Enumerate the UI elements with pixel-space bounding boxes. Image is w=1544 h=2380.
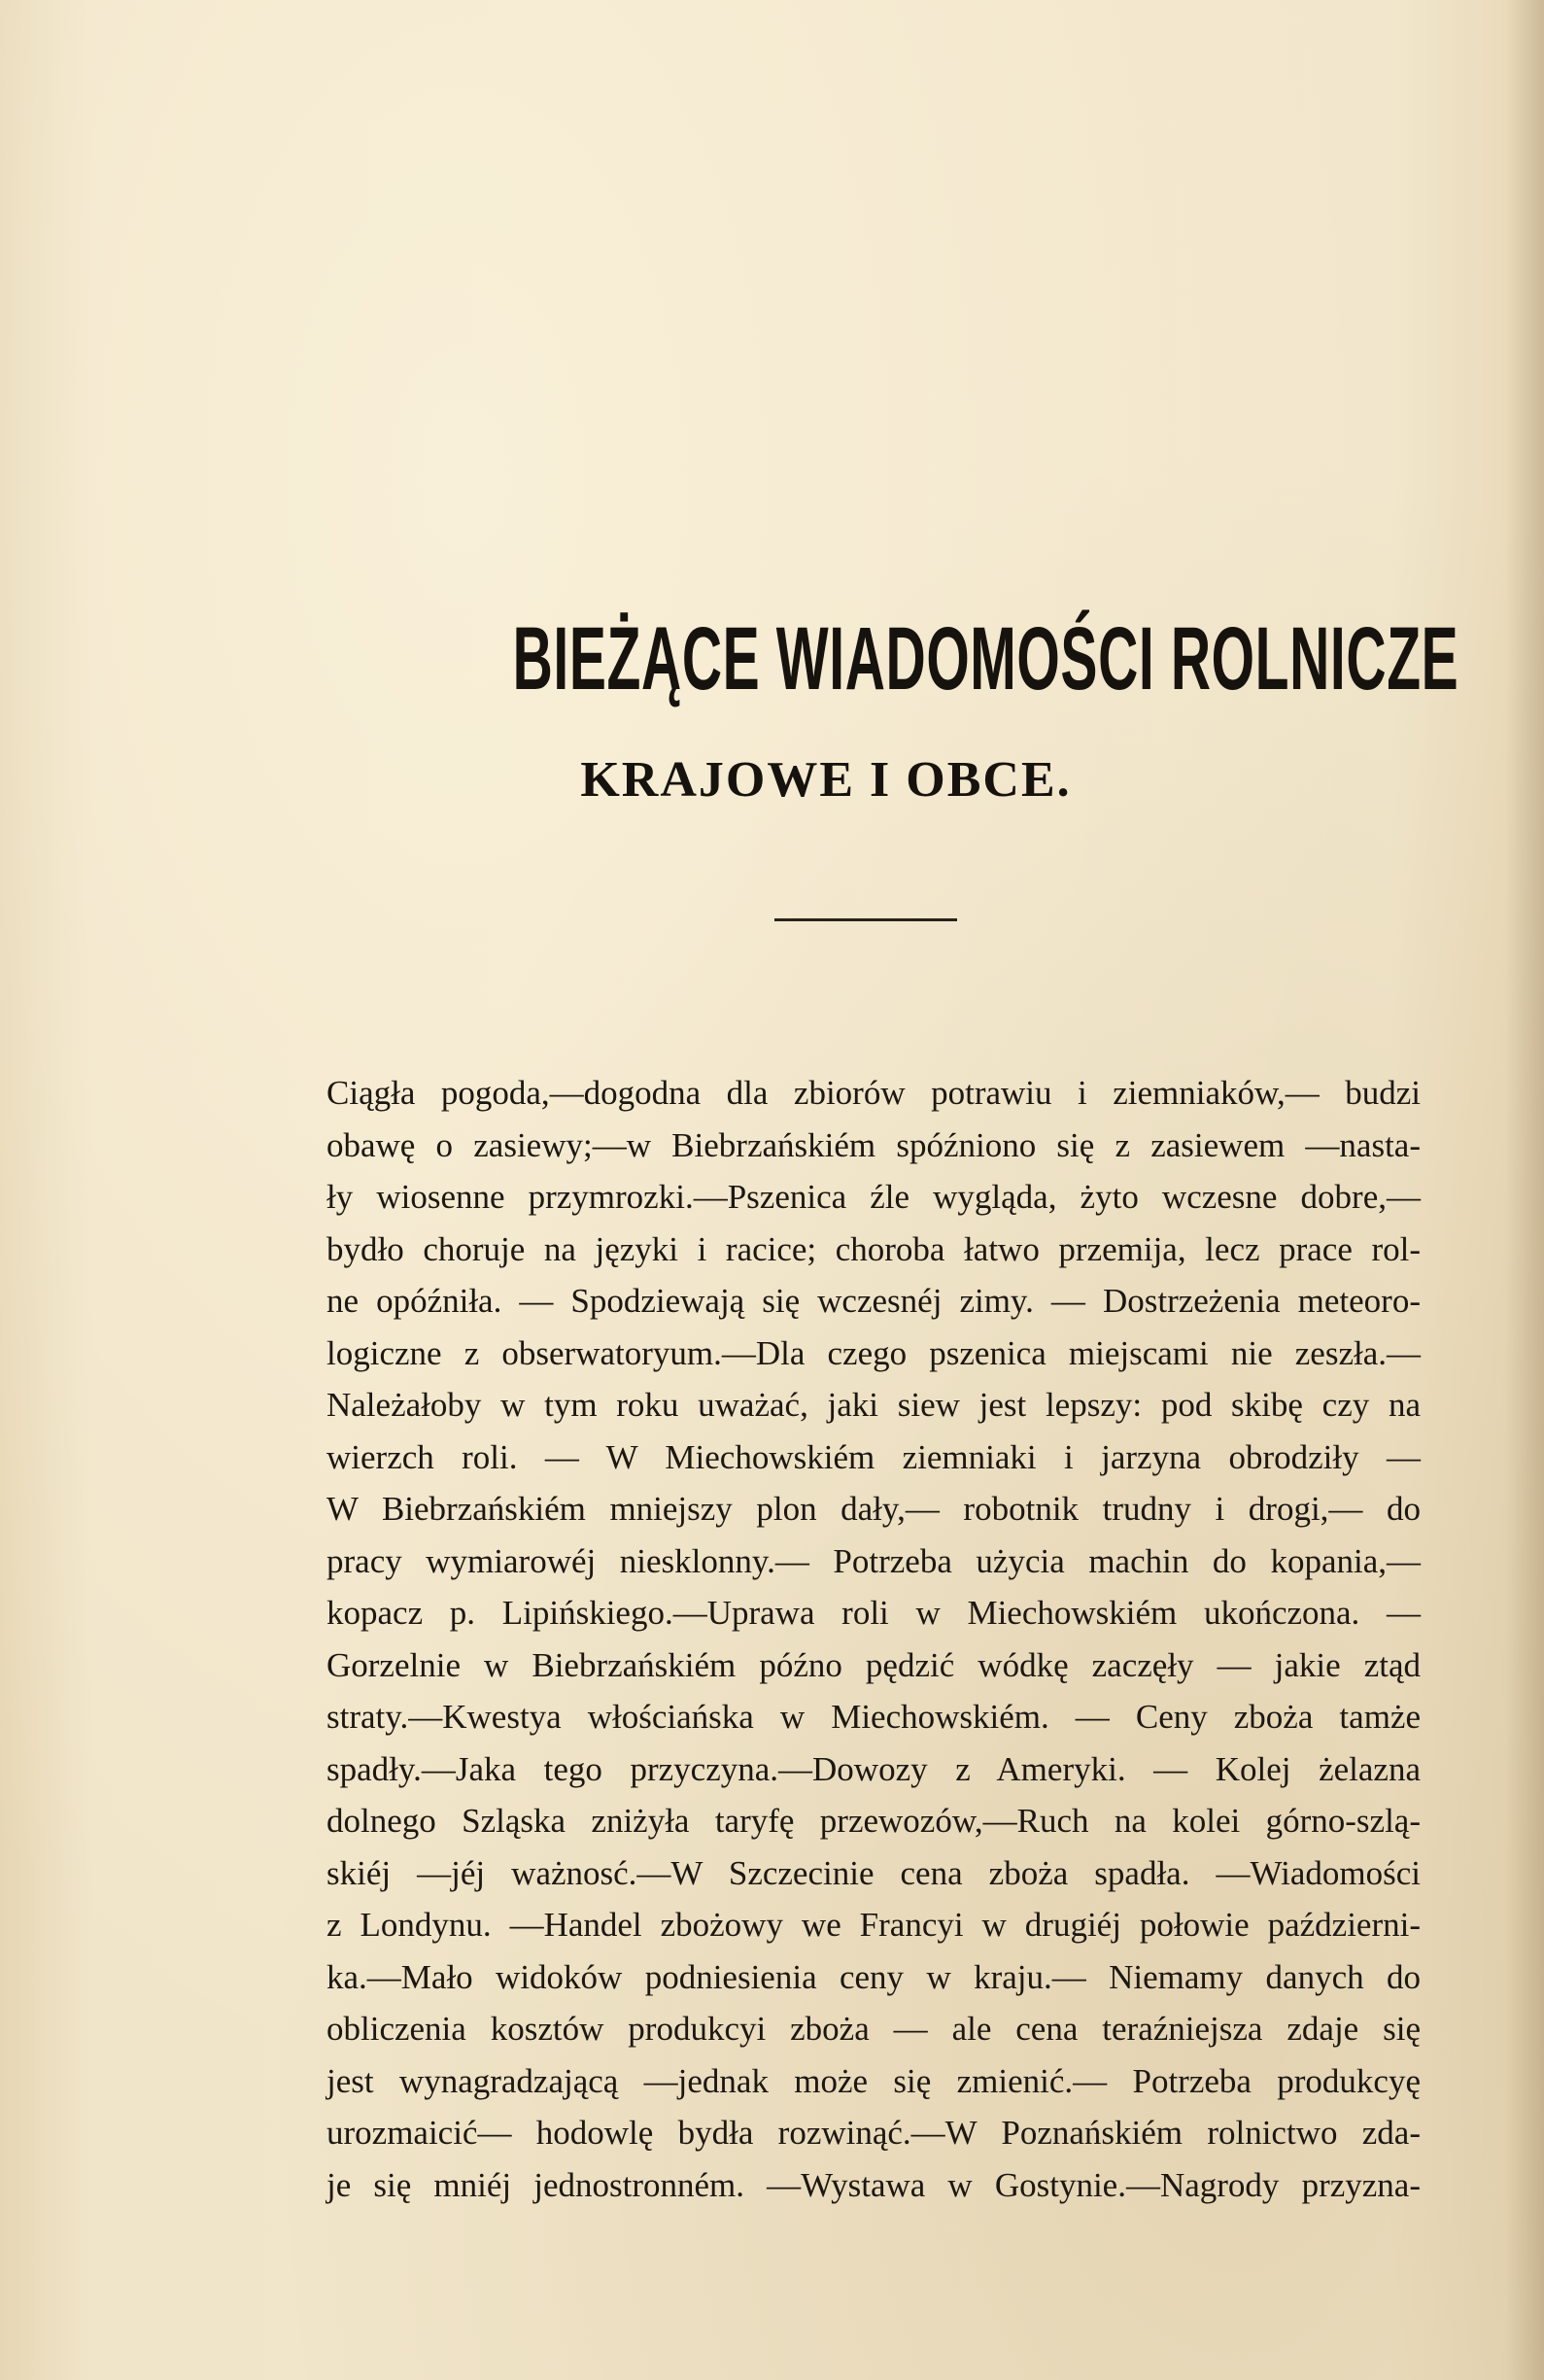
text-line: Ciągła pogoda,—dogodna dla zbiorów potrawiu i ziemniaków,— budzi	[326, 1074, 1421, 1112]
text-line: ne opóźniła. — Spodziewają się wczesnéj zimy. — Dostrzeżenia meteoro-	[326, 1282, 1421, 1320]
text-line: dolnego Szląska zniżyła taryfę przewozów,—Ruch na kolei górno-szlą-	[326, 1802, 1421, 1840]
text-line: ły wiosenne przymrozki.—Pszenica źle wygląda, żyto wczesne dobre,—	[326, 1178, 1421, 1216]
text-line: urozmaicić— hodowlę bydła rozwinąć.—W Poznańskiém rolnictwo zda-	[326, 2114, 1421, 2152]
summary-paragraph	[326, 1067, 1421, 2211]
text-line: ka.—Mało widoków podniesienia ceny w kraju.— Niemamy danych do	[326, 1957, 1421, 1996]
text-line: obawę o zasiewy;—w Biebrzańskiém spóźniono się z zasiewem —nasta-	[326, 1125, 1421, 1164]
text-line: jest wynagradzającą —jednak może się zmienić.— Potrzeba produkcyę	[326, 2061, 1421, 2100]
text-line: bydło choruje na języki i racice; choroba łatwo przemija, lecz prace rol-	[326, 1229, 1421, 1268]
text-line: W Biebrzańskiém mniejszy plon dały,— robotnik trudny i drogi,— do	[326, 1490, 1421, 1528]
text-line: Gorzelnie w Biebrzańskiém późno pędzić wódkę zaczęły — jakie ztąd	[326, 1645, 1421, 1684]
text-line: je się mniéj jednostronném. —Wystawa w Gostynie.—Nagrody przyzna-	[326, 2165, 1421, 2204]
title-divider	[774, 918, 957, 921]
text-line: logiczne z obserwatoryum.—Dla czego pszenica miejscami nie zeszła.—	[326, 1333, 1421, 1372]
text-line: obliczenia kosztów produkcyi zboża — ale cena teraźniejsza zdaje się	[326, 2010, 1421, 2048]
text-line: pracy wymiarowéj niesklonny.— Potrzeba użycia machin do kopania,—	[326, 1541, 1421, 1580]
section-subtitle: KRAJOWE I OBCE.	[580, 752, 1072, 808]
text-line: spadły.—Jaka tego przyczyna.—Dowozy z Ameryki. — Kolej żelazna	[326, 1749, 1421, 1788]
text-line: straty.—Kwestya włościańska w Miechowskiém. — Ceny zboża tamże	[326, 1698, 1421, 1736]
section-title: BIEŻĄCE WIADOMOŚCI ROLNICZE	[512, 609, 1459, 708]
text-line: z Londynu. —Handel zbożowy we Francyi w drugiéj połowie październi-	[326, 1906, 1421, 1944]
text-line: skiéj —jéj ważnosć.—W Szczecinie cena zboża spadła. —Wiadomości	[326, 1853, 1421, 1892]
text-line: Należałoby w tym roku uważać, jaki siew jest lepszy: pod skibę czy na	[326, 1386, 1421, 1424]
text-line: wierzch roli. — W Miechowskiém ziemniaki i jarzyna obrodziły —	[326, 1437, 1421, 1476]
page-edge-shadow	[1505, 0, 1544, 2380]
text-line: kopacz p. Lipińskiego.—Uprawa roli w Miechowskiém ukończona. —	[326, 1594, 1421, 1632]
